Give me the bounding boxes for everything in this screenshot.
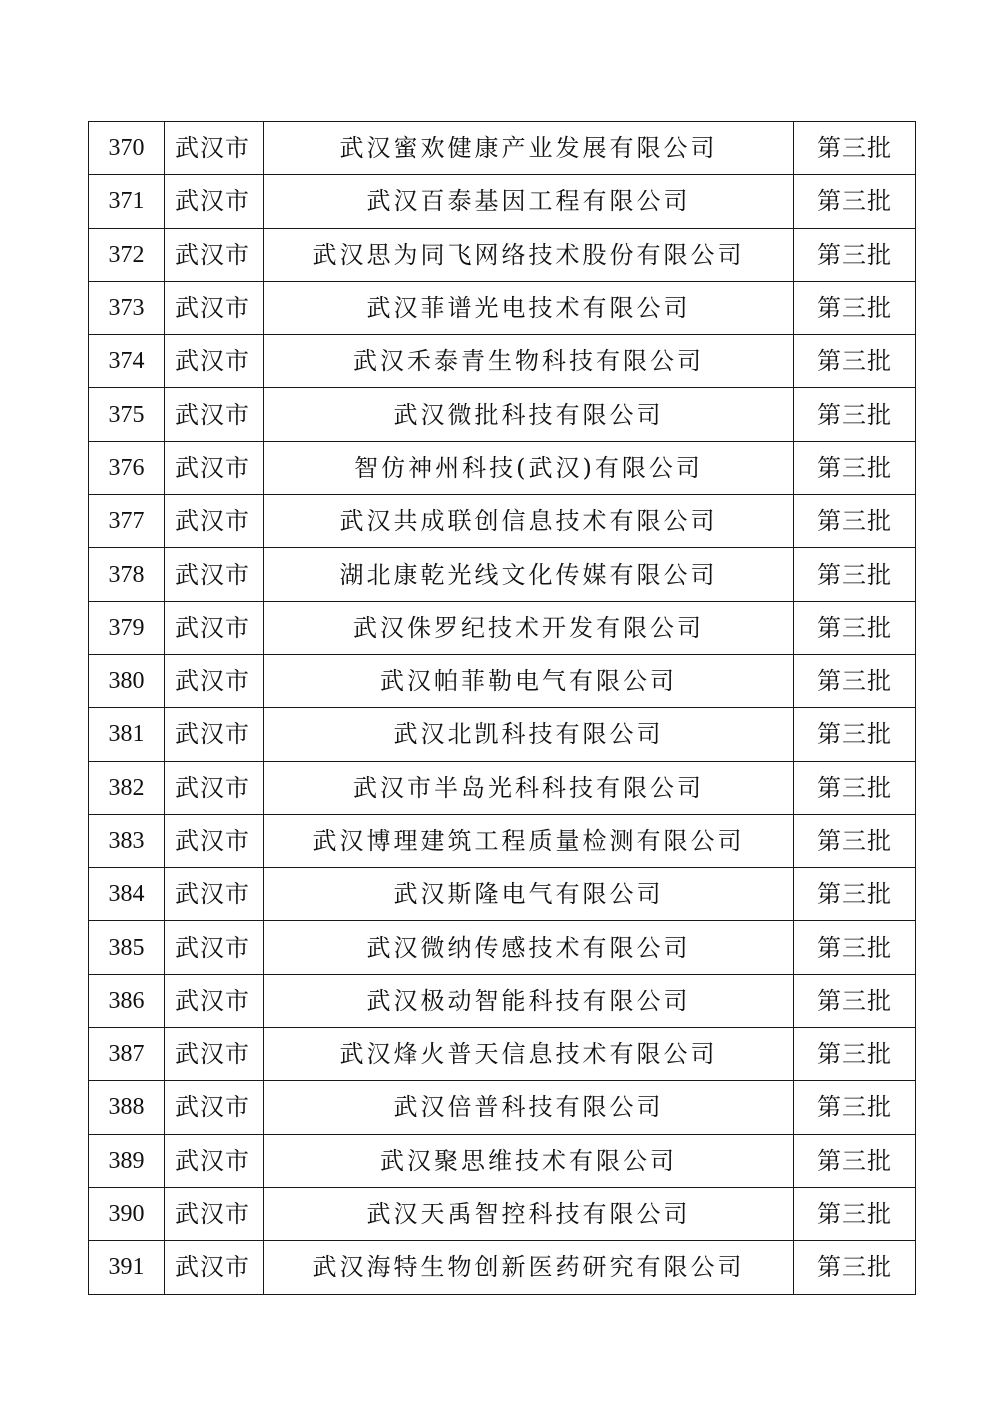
- table-row: [89, 1028, 916, 1081]
- batch-cell: 第三批: [794, 335, 916, 388]
- city-cell: 武汉市: [165, 335, 264, 388]
- city-cell: 武汉市: [165, 601, 264, 654]
- company-name-cell: 武汉北凯科技有限公司: [264, 708, 794, 761]
- company-name-cell: 武汉海特生物创新医药研究有限公司: [264, 1241, 794, 1294]
- city-cell: 武汉市: [165, 1134, 264, 1187]
- table-row: [89, 495, 916, 548]
- batch-cell: 第三批: [794, 1134, 916, 1187]
- city-cell: 武汉市: [165, 814, 264, 867]
- batch-cell: 第三批: [794, 441, 916, 494]
- table-row: [89, 761, 916, 814]
- company-name-cell: 武汉共成联创信息技术有限公司: [264, 495, 794, 548]
- batch-cell: 第三批: [794, 1081, 916, 1134]
- row-number-cell: 378: [89, 548, 165, 601]
- city-cell: 武汉市: [165, 441, 264, 494]
- row-number-cell: 391: [89, 1241, 165, 1294]
- table-row: [89, 1187, 916, 1240]
- company-name-cell: 武汉市半岛光科科技有限公司: [264, 761, 794, 814]
- company-name-cell: 武汉博理建筑工程质量检测有限公司: [264, 814, 794, 867]
- city-cell: 武汉市: [165, 761, 264, 814]
- row-number-cell: 381: [89, 708, 165, 761]
- company-name-cell: 武汉烽火普天信息技术有限公司: [264, 1028, 794, 1081]
- row-number-cell: 370: [89, 122, 165, 175]
- table-row: [89, 388, 916, 441]
- row-number-cell: 373: [89, 281, 165, 334]
- company-name-cell: 武汉百泰基因工程有限公司: [264, 175, 794, 228]
- table-body: [89, 122, 916, 1295]
- batch-cell: 第三批: [794, 868, 916, 921]
- row-number-cell: 388: [89, 1081, 165, 1134]
- row-number-cell: 382: [89, 761, 165, 814]
- row-number-cell: 386: [89, 974, 165, 1027]
- city-cell: 武汉市: [165, 281, 264, 334]
- company-name-cell: 武汉斯隆电气有限公司: [264, 868, 794, 921]
- row-number-cell: 380: [89, 654, 165, 707]
- table-row: [89, 601, 916, 654]
- table-row: [89, 974, 916, 1027]
- row-number-cell: 383: [89, 814, 165, 867]
- batch-cell: 第三批: [794, 1187, 916, 1240]
- company-name-cell: 智仿神州科技(武汉)有限公司: [264, 441, 794, 494]
- row-number-cell: 389: [89, 1134, 165, 1187]
- company-name-cell: 武汉侏罗纪技术开发有限公司: [264, 601, 794, 654]
- row-number-cell: 377: [89, 495, 165, 548]
- row-number-cell: 371: [89, 175, 165, 228]
- city-cell: 武汉市: [165, 495, 264, 548]
- company-name-cell: 湖北康乾光线文化传媒有限公司: [264, 548, 794, 601]
- company-name-cell: 武汉蜜欢健康产业发展有限公司: [264, 122, 794, 175]
- company-name-cell: 武汉微纳传感技术有限公司: [264, 921, 794, 974]
- table-row: [89, 868, 916, 921]
- city-cell: 武汉市: [165, 974, 264, 1027]
- table-row: [89, 708, 916, 761]
- batch-cell: 第三批: [794, 654, 916, 707]
- city-cell: 武汉市: [165, 1081, 264, 1134]
- table-row: [89, 281, 916, 334]
- batch-cell: 第三批: [794, 708, 916, 761]
- row-number-cell: 384: [89, 868, 165, 921]
- table-row: [89, 175, 916, 228]
- city-cell: 武汉市: [165, 1187, 264, 1240]
- batch-cell: 第三批: [794, 175, 916, 228]
- batch-cell: 第三批: [794, 495, 916, 548]
- batch-cell: 第三批: [794, 1028, 916, 1081]
- row-number-cell: 390: [89, 1187, 165, 1240]
- table-row: [89, 228, 916, 281]
- company-name-cell: 武汉微批科技有限公司: [264, 388, 794, 441]
- city-cell: 武汉市: [165, 175, 264, 228]
- company-name-cell: 武汉帕菲勒电气有限公司: [264, 654, 794, 707]
- city-cell: 武汉市: [165, 708, 264, 761]
- table-row: [89, 1081, 916, 1134]
- company-name-cell: 武汉菲谱光电技术有限公司: [264, 281, 794, 334]
- city-cell: 武汉市: [165, 122, 264, 175]
- row-number-cell: 387: [89, 1028, 165, 1081]
- table-row: [89, 441, 916, 494]
- row-number-cell: 372: [89, 228, 165, 281]
- row-number-cell: 375: [89, 388, 165, 441]
- city-cell: 武汉市: [165, 228, 264, 281]
- batch-cell: 第三批: [794, 1241, 916, 1294]
- city-cell: 武汉市: [165, 548, 264, 601]
- batch-cell: 第三批: [794, 761, 916, 814]
- table-row: [89, 122, 916, 175]
- company-name-cell: 武汉天禹智控科技有限公司: [264, 1187, 794, 1240]
- company-name-cell: 武汉思为同飞网络技术股份有限公司: [264, 228, 794, 281]
- company-list-table: [88, 121, 916, 1295]
- table-row: [89, 654, 916, 707]
- batch-cell: 第三批: [794, 548, 916, 601]
- city-cell: 武汉市: [165, 868, 264, 921]
- batch-cell: 第三批: [794, 228, 916, 281]
- batch-cell: 第三批: [794, 122, 916, 175]
- row-number-cell: 385: [89, 921, 165, 974]
- batch-cell: 第三批: [794, 601, 916, 654]
- city-cell: 武汉市: [165, 1028, 264, 1081]
- city-cell: 武汉市: [165, 654, 264, 707]
- city-cell: 武汉市: [165, 388, 264, 441]
- batch-cell: 第三批: [794, 921, 916, 974]
- batch-cell: 第三批: [794, 388, 916, 441]
- table-row: [89, 921, 916, 974]
- company-name-cell: 武汉倍普科技有限公司: [264, 1081, 794, 1134]
- table-row: [89, 335, 916, 388]
- batch-cell: 第三批: [794, 814, 916, 867]
- city-cell: 武汉市: [165, 921, 264, 974]
- company-name-cell: 武汉聚思维技术有限公司: [264, 1134, 794, 1187]
- table-row: [89, 1241, 916, 1294]
- row-number-cell: 379: [89, 601, 165, 654]
- batch-cell: 第三批: [794, 281, 916, 334]
- company-name-cell: 武汉禾泰青生物科技有限公司: [264, 335, 794, 388]
- table-row: [89, 814, 916, 867]
- row-number-cell: 376: [89, 441, 165, 494]
- city-cell: 武汉市: [165, 1241, 264, 1294]
- table-row: [89, 1134, 916, 1187]
- company-name-cell: 武汉极动智能科技有限公司: [264, 974, 794, 1027]
- table-row: [89, 548, 916, 601]
- batch-cell: 第三批: [794, 974, 916, 1027]
- row-number-cell: 374: [89, 335, 165, 388]
